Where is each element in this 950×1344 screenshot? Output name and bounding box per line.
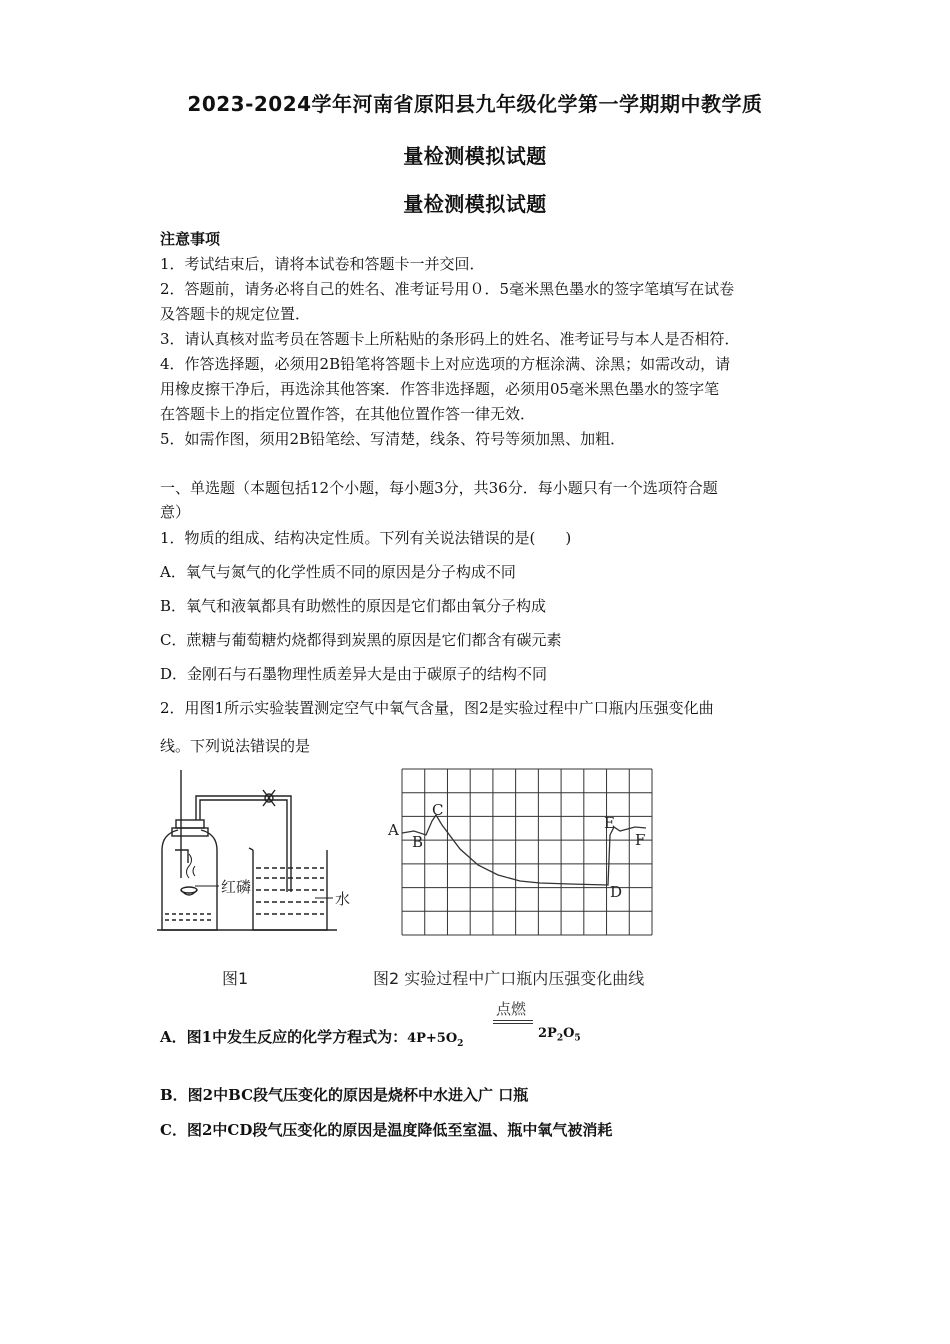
label-water: 水 xyxy=(335,890,351,908)
q2-option-c: C．图2中CD段气压变化的原因是温度降低至室温、瓶中氧气被消耗 xyxy=(160,1121,613,1139)
notice-heading: 注意事项 xyxy=(160,230,221,248)
equation-right: $2P_2O_5$ xyxy=(538,1026,581,1044)
page-title-line2: 量检测模拟试题 xyxy=(403,144,547,168)
page-title-line3: 量检测模拟试题 xyxy=(403,192,547,216)
q2-stem-line1: 2．用图1所示实验装置测定空气中氧气含量，图2是实验过程中广口瓶内压强变化曲 xyxy=(160,699,714,717)
equation-sub-1: 2 xyxy=(457,1039,464,1049)
point-d-label: D xyxy=(610,883,623,901)
equation-line xyxy=(493,1020,533,1021)
figure1-apparatus xyxy=(155,768,370,938)
notice-line: 3．请认真核对监考员在答题卡上所粘贴的条形码上的姓名、准考证号与本人是否相符． xyxy=(160,330,740,348)
equation-line xyxy=(493,1023,533,1024)
figure2-pressure-chart xyxy=(380,765,660,940)
option-a-prefix: A．图1中发生反应的化学方程式为： xyxy=(160,1028,408,1046)
reaction-condition: 点燃 xyxy=(496,1000,527,1018)
notice-line: 5．如需作图，须用2B铅笔绘、写清楚，线条、符号等须加黑、加粗． xyxy=(160,430,626,448)
point-a-label: A xyxy=(388,821,399,839)
section-heading-line1: 一、单选题（本题包括12个小题，每小题3分，共36分．每小题只有一个选项符合题 xyxy=(160,479,718,497)
notice-line: 1．考试结束后，请将本试卷和答题卡一并交回． xyxy=(160,255,485,273)
q2-option-b: B．图2中BC段气压变化的原因是烧杯中水进入广 口瓶 xyxy=(160,1086,529,1104)
chart-grid xyxy=(402,769,652,935)
point-e-label: E xyxy=(604,814,615,832)
notice-line: 在答题卡上的指定位置作答，在其他位置作答一律无效． xyxy=(160,405,536,423)
figure2-caption: 图2 实验过程中广口瓶内压强变化曲线 xyxy=(373,969,645,988)
point-b-label: B xyxy=(412,833,424,851)
notice-line: 4．作答选择题，必须用2B铅笔将答题卡上对应选项的方框涂满、涂黑；如需改动，请 xyxy=(160,355,731,373)
figure1-caption: 图1 xyxy=(222,969,249,988)
notice-line: 用橡皮擦干净后，再选涂其他答案．作答非选择题，必须用05毫米黑色墨水的签字笔 xyxy=(160,380,720,398)
point-c-label: C xyxy=(432,801,444,819)
point-f-label: F xyxy=(635,831,646,849)
equation-left: 4P+5O xyxy=(407,1031,458,1046)
q1-option-a: A．氧气与氮气的化学性质不同的原因是分子构成不同 xyxy=(160,563,516,581)
section-heading-line2: 意） xyxy=(160,503,191,521)
page-title-line1: 2023-2024学年河南省原阳县九年级化学第一学期期中教学质 xyxy=(187,92,763,116)
q2-option-a xyxy=(160,1026,463,1049)
q1-option-b: B．氧气和液氧都具有助燃性的原因是它们都由氧分子构成 xyxy=(160,597,547,615)
q1-option-c: C．蔗糖与葡萄糖灼烧都得到炭黑的原因是它们都含有碳元素 xyxy=(160,631,562,649)
q1-option-d: D．金刚石与石墨物理性质差异大是由于碳原子的结构不同 xyxy=(160,665,548,683)
q2-stem-line2: 线。下列说法错误的是 xyxy=(160,737,311,755)
notice-line: 及答题卡的规定位置． xyxy=(160,305,311,323)
notice-line: 2．答题前，请务必将自己的姓名、准考证号用０．5毫米黑色墨水的签字笔填写在试卷 xyxy=(160,280,735,298)
label-phosphorus: 红磷 xyxy=(221,878,252,896)
q1-stem: 1．物质的组成、结构决定性质。下列有关说法错误的是( ) xyxy=(160,529,572,547)
